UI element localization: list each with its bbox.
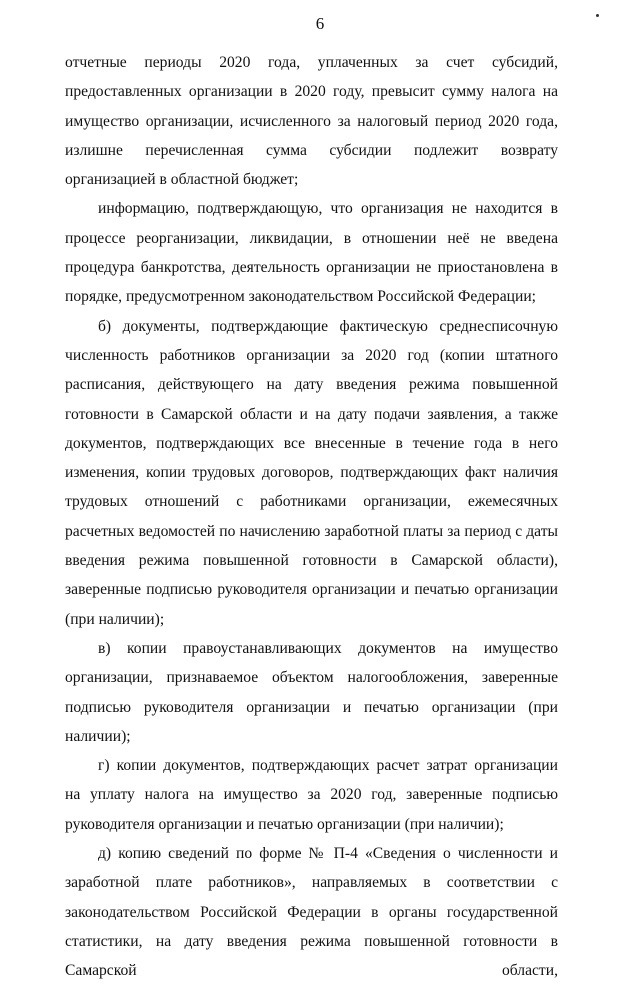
paragraph-item-g: г) копии документов, подтверждающих расчет затрат организации на уплату налога на имущество за 2020 год, заверенные подписью руководителя организации и печатью организации (при наличии);: [65, 757, 558, 833]
page-number: 6: [315, 14, 325, 33]
paragraph-item-d: д) копию сведений по форме № П-4 «Сведения о численности и заработной плате работников», направляемых в соответствии с законодательством Российской Федерации в органы государственной статистики, на дату введения режима повышенной готовности в Самарской области,: [65, 845, 558, 980]
paragraph-item-v: в) копии правоустанавливающих документов на имущество организации, признаваемое объектом налогообложения, заверенные подписью руководителя организации и печатью организации (при наличии);: [65, 639, 558, 745]
scan-artifact-dot: [596, 14, 599, 17]
paragraph-information: информацию, подтверждающую, что организация не находится в процессе реорганизации, ликвидации, в отношении неё не введена процедура банкротства, деятельность организации не приостановлена в порядке, предусмотренном законодательством Российской Федерации;: [65, 200, 558, 306]
document-body: [65, 48, 558, 986]
paragraph-continuation: отчетные периоды 2020 года, уплаченных за счет субсидий, предоставленных организации в 2020 году, превысит сумму налога на имущество организации, исчисленного за налоговый период 2020 года, излишне перечисленная сумма субсидии подлежит возврату организацией в областной бюджет;: [65, 54, 558, 189]
paragraph-item-b: б) документы, подтверждающие фактическую среднесписочную численность работников организации за 2020 год (копии штатного расписания, действующего на дату введения режима повышенной готовности в Самарской области и на дату подачи заявления, а также документов, подтверждающих все внесенные в течение года в него изменения, копии трудовых договоров, подтверждающих факт наличия трудовых отношений с работниками организации, ежемесячных расчетных ведомостей по начислению заработной платы за период с даты введения режима повышенной готовности в Самарской области), заверенные подписью руководителя организации и печатью организации (при наличии);: [65, 317, 558, 628]
